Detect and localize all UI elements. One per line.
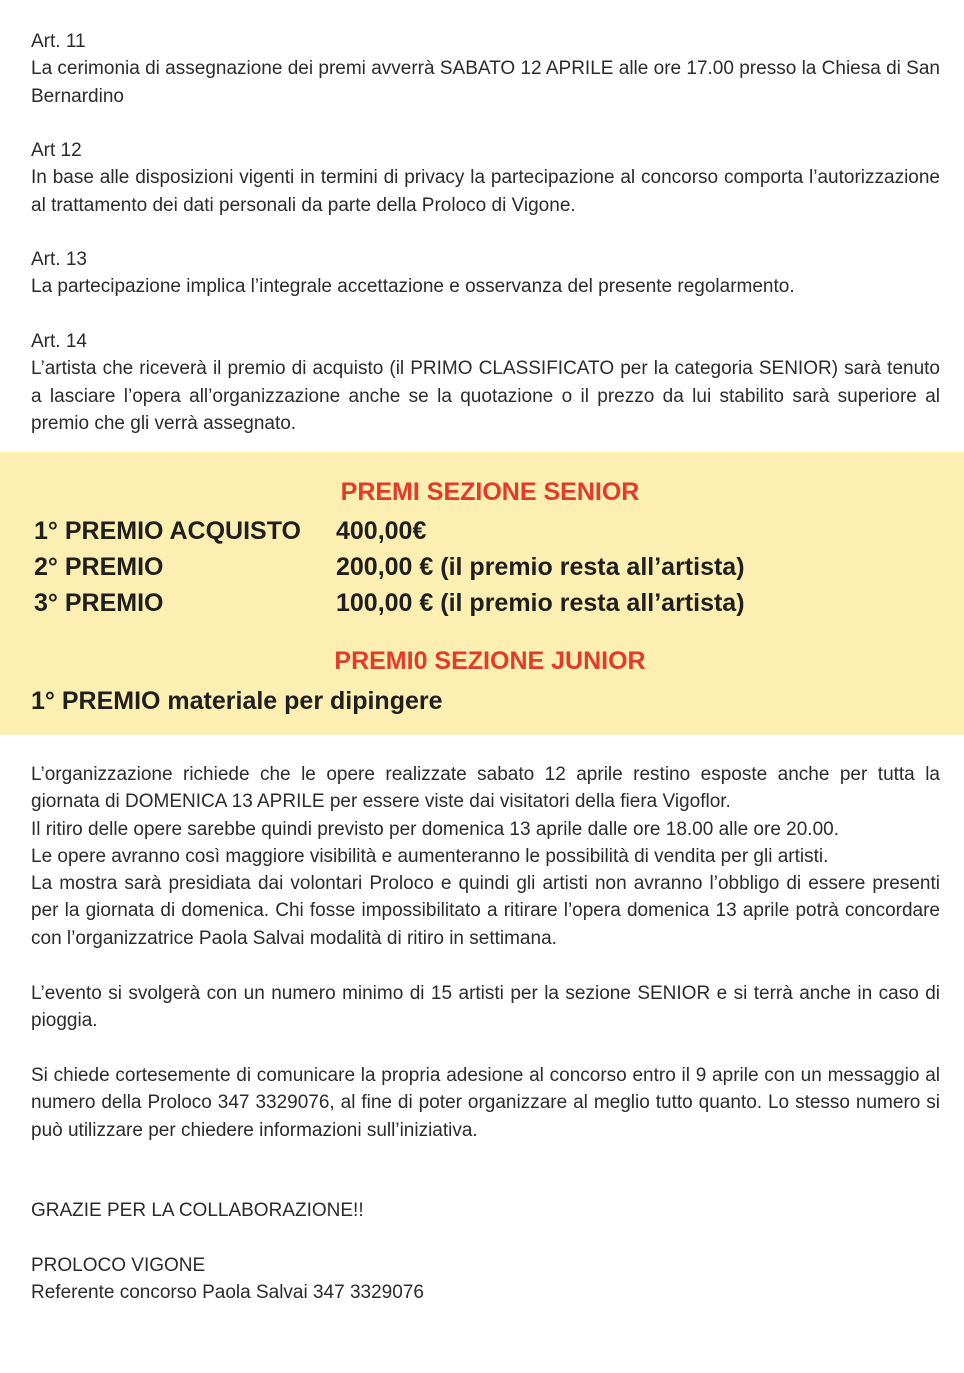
article-number: Art. 11 [31, 31, 86, 52]
prize-place: 1° PREMIO ACQUISTO [34, 517, 301, 545]
article-text: La cerimonia di assegnazione dei premi avverrà SABATO 12 APRILE alle ore 17.00 presso la Chiesa di San Bernardino [31, 58, 940, 107]
closing-thanks [31, 1197, 940, 1224]
thanks-text: GRAZIE PER LA COLLABORAZIONE!! [31, 1200, 364, 1221]
article-11 [31, 28, 940, 110]
junior-prize-row: 1° PREMIO materiale per dipingere [31, 687, 443, 715]
minimum-artists-note [31, 980, 940, 1035]
note-line: Le opere avranno così maggiore visibilità e aumenteranno le possibilità di vendita per gli artisti. [31, 845, 829, 867]
note-line: Il ritiro delle opere sarebbe quindi previsto per domenica 13 aprile dalle ore 18.00 alle ore 20.00. [31, 818, 840, 840]
article-number: Art. 13 [31, 249, 87, 270]
contact-line: Referente concorso Paola Salvai 347 3329076 [31, 1282, 424, 1304]
senior-prizes-heading: PREMI SEZIONE SENIOR [340, 478, 640, 506]
prize-amount: 400,00€ [336, 517, 427, 545]
article-text: La partecipazione implica l’integrale accettazione e osservanza del presente regolarmento. [31, 276, 795, 298]
note-text: L’evento si svolgerà con un numero minimo di 15 artisti per la sezione SENIOR e si terrà anche in caso di pioggia. [31, 983, 940, 1032]
prize-section [0, 452, 964, 735]
registration-note [31, 1062, 940, 1144]
organization-name: PROLOCO VIGONE [31, 1255, 206, 1276]
article-12 [31, 137, 940, 219]
article-13 [31, 246, 940, 301]
prize-place: 2° PREMIO [34, 553, 164, 581]
prize-place: 3° PREMIO [34, 589, 164, 617]
note-text: Si chiede cortesemente di comunicare la propria adesione al concorso entro il 9 aprile con un messaggio al numero della Proloco 347 3329076, al fine di poter organizzare al meglio tutto quanto. Lo stesso numero si può utilizzare per chiedere informazioni sull’iniziativa. [31, 1065, 940, 1141]
note-line: La mostra sarà presidiata dai volontari Proloco e quindi gli artisti non avranno l’obbligo di essere presenti per la giornata di domenica. Chi fosse impossibilitato a ritirare l’opera domenica 13 aprile potrà concordare con l’organizzatrice Paola Salvai modalità di ritiro in settimana. [31, 873, 940, 949]
exhibition-notes [31, 761, 940, 952]
article-number: Art 12 [31, 140, 82, 161]
article-14 [31, 328, 940, 437]
prize-amount: 200,00 € (il premio resta all’artista) [336, 553, 745, 581]
prize-amount: 100,00 € (il premio resta all’artista) [336, 589, 745, 617]
article-text: L’artista che riceverà il premio di acquisto (il PRIMO CLASSIFICATO per la categoria SENIOR) sarà tenuto a lasciare l’opera all’organizzazione anche se la quotazione o il prezzo da lui stabilito sarà superiore al premio che gli verrà assegnato. [31, 358, 940, 434]
article-number: Art. 14 [31, 331, 87, 352]
note-line: L’organizzazione richiede che le opere realizzate sabato 12 aprile restino esposte anche per tutta la giornata di DOMENICA 13 APRILE per essere viste dai visitatori della fiera Vigoflor. [31, 764, 940, 813]
article-text: In base alle disposizioni vigenti in termini di privacy la partecipazione al concorso comporta l’autorizzazione al trattamento dei dati personali da parte della Proloco di Vigone. [31, 167, 940, 216]
junior-prizes-heading: PREMI0 SEZIONE JUNIOR [334, 647, 646, 675]
signature [31, 1252, 940, 1307]
